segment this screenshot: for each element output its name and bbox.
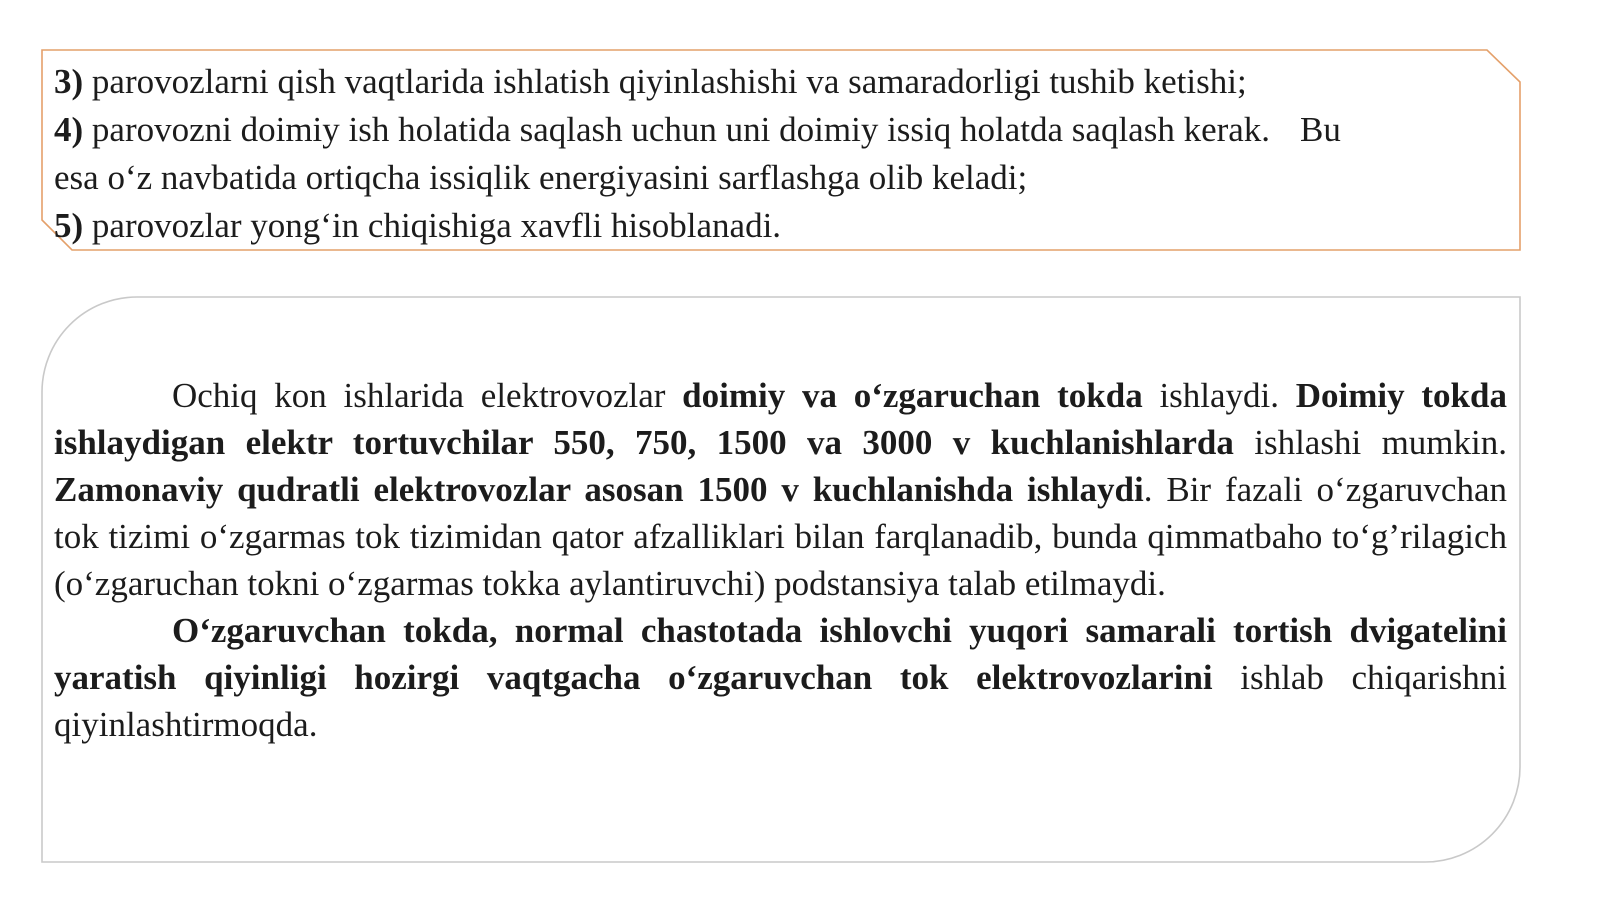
bold-run: doimiy va o‘zgaruchan tokda: [682, 376, 1143, 415]
text-run: ishlab chiqarishni qiyinlashtirmoqda.: [54, 658, 1507, 744]
item-number: 3): [54, 62, 84, 101]
list-item: [54, 106, 1514, 154]
item-text: parovozlarni qish vaqtlarida ishlatish qiyinlashishi va samaradorligi tushib ketishi;: [83, 62, 1247, 101]
bold-run: Zamonaviy qudratli elektrovozlar asosan 1500 v kuchlanishda ishlaydi: [54, 470, 1144, 509]
list-item-continuation: [54, 154, 1514, 202]
item-text: parovozlar yong‘in chiqishiga xavfli hisoblanadi.: [83, 206, 782, 245]
paragraph: [54, 372, 1507, 607]
paragraph: [54, 607, 1507, 748]
bold-run: Doimiy tokda ishlaydigan elektr tortuvchilar 550, 750, 1500 va 3000 v kuchlanishlarda: [54, 376, 1507, 462]
bold-run: O‘zgaruvchan tokda, normal chastotada ishlovchi yuqori samarali tortish dvigatelini yaratish qiyinligi hozirgi vaqtgacha o‘zgaruvchan tok elektrovozlarini: [54, 611, 1507, 697]
item-text: esa o‘z navbatida ortiqcha issiqlik energiyasini sarflashga olib keladi;: [54, 158, 1028, 197]
top-list: [54, 58, 1514, 250]
text-run: ishlashi mumkin.: [1233, 423, 1507, 462]
text-run: Ochiq kon ishlarida elektrovozlar: [172, 376, 683, 415]
item-text: parovozni doimiy ish holatida saqlash uchun uni doimiy issiq holatda saqlash kerak.: [83, 110, 1271, 149]
text-run: . Bir fazali o‘zgaruvchan tok tizimi o‘zgarmas tok tizimidan qator afzalliklari bilan farqlanadib, bunda qimmatbaho to‘g’rilagich (o‘zgaruchan tokni o‘zgarmas tokka aylantiruvchi) podstansiya talab etilmaydi.: [54, 470, 1507, 603]
item-text-tail: Bu: [1300, 110, 1341, 149]
list-item: [54, 202, 1514, 250]
body-text: [54, 372, 1507, 748]
item-number: 5): [54, 206, 84, 245]
text-run: ishlaydi.: [1142, 376, 1296, 415]
item-number: 4): [54, 110, 84, 149]
list-item: [54, 58, 1514, 106]
